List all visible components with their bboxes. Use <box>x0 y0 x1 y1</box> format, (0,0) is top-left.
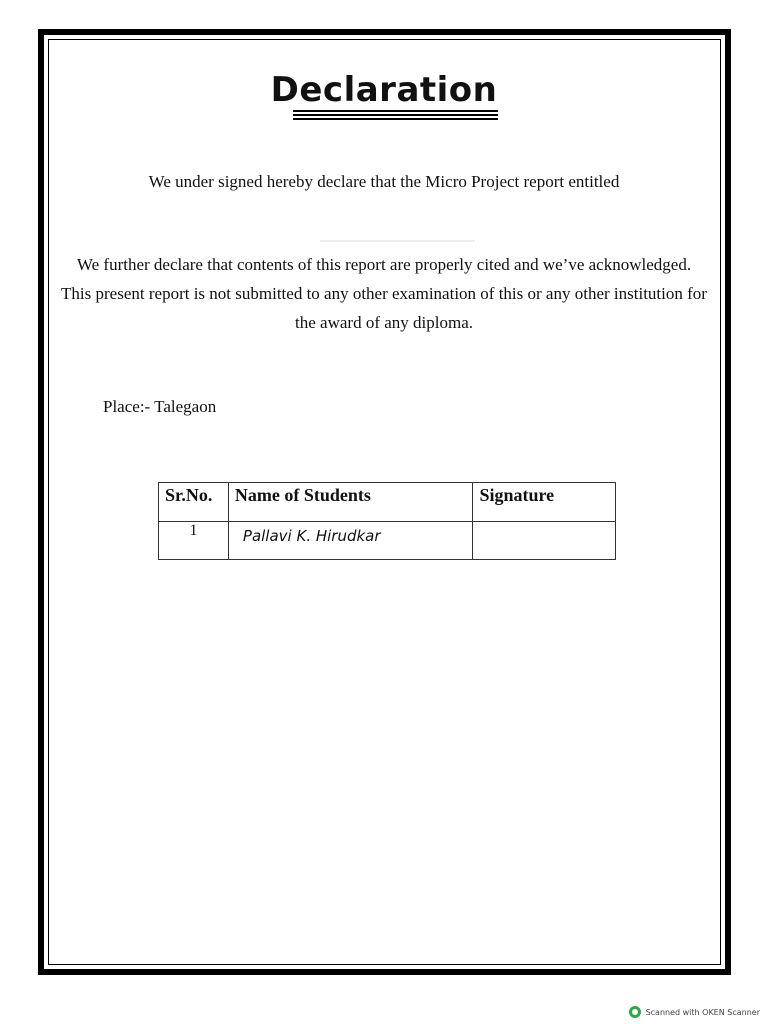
students-table <box>158 482 616 560</box>
title-underline <box>293 114 498 116</box>
table-header-row <box>159 483 616 522</box>
cell-student-name: Pallavi K. Hirudkar <box>228 522 473 560</box>
title-underline <box>293 110 498 112</box>
title-underline <box>293 118 498 120</box>
cell-signature <box>473 522 616 560</box>
header-signature: Signature <box>473 483 616 522</box>
declaration-paragraph-2: We further declare that contents of this report are properly cited and we’ve acknowledged. This present report is not submitted to any other examination of this or any other institution for the award of any diploma. <box>61 255 707 332</box>
scanner-watermark <box>629 1006 760 1018</box>
table-row <box>159 522 616 560</box>
header-name-of-students: Name of Students <box>228 483 473 522</box>
page-title: Declaration <box>270 70 498 110</box>
scanner-watermark-text: Scanned with OKEN Scanner <box>645 1007 760 1017</box>
faint-scan-mark <box>320 240 475 242</box>
place-line: Place:- Talegaon <box>103 397 217 416</box>
cell-sr-no: 1 <box>159 522 229 560</box>
scanner-logo-icon <box>629 1006 641 1018</box>
header-sr-no: Sr.No. <box>159 483 229 522</box>
declaration-paragraph-1: We under signed hereby declare that the Micro Project report entitled <box>148 172 620 191</box>
